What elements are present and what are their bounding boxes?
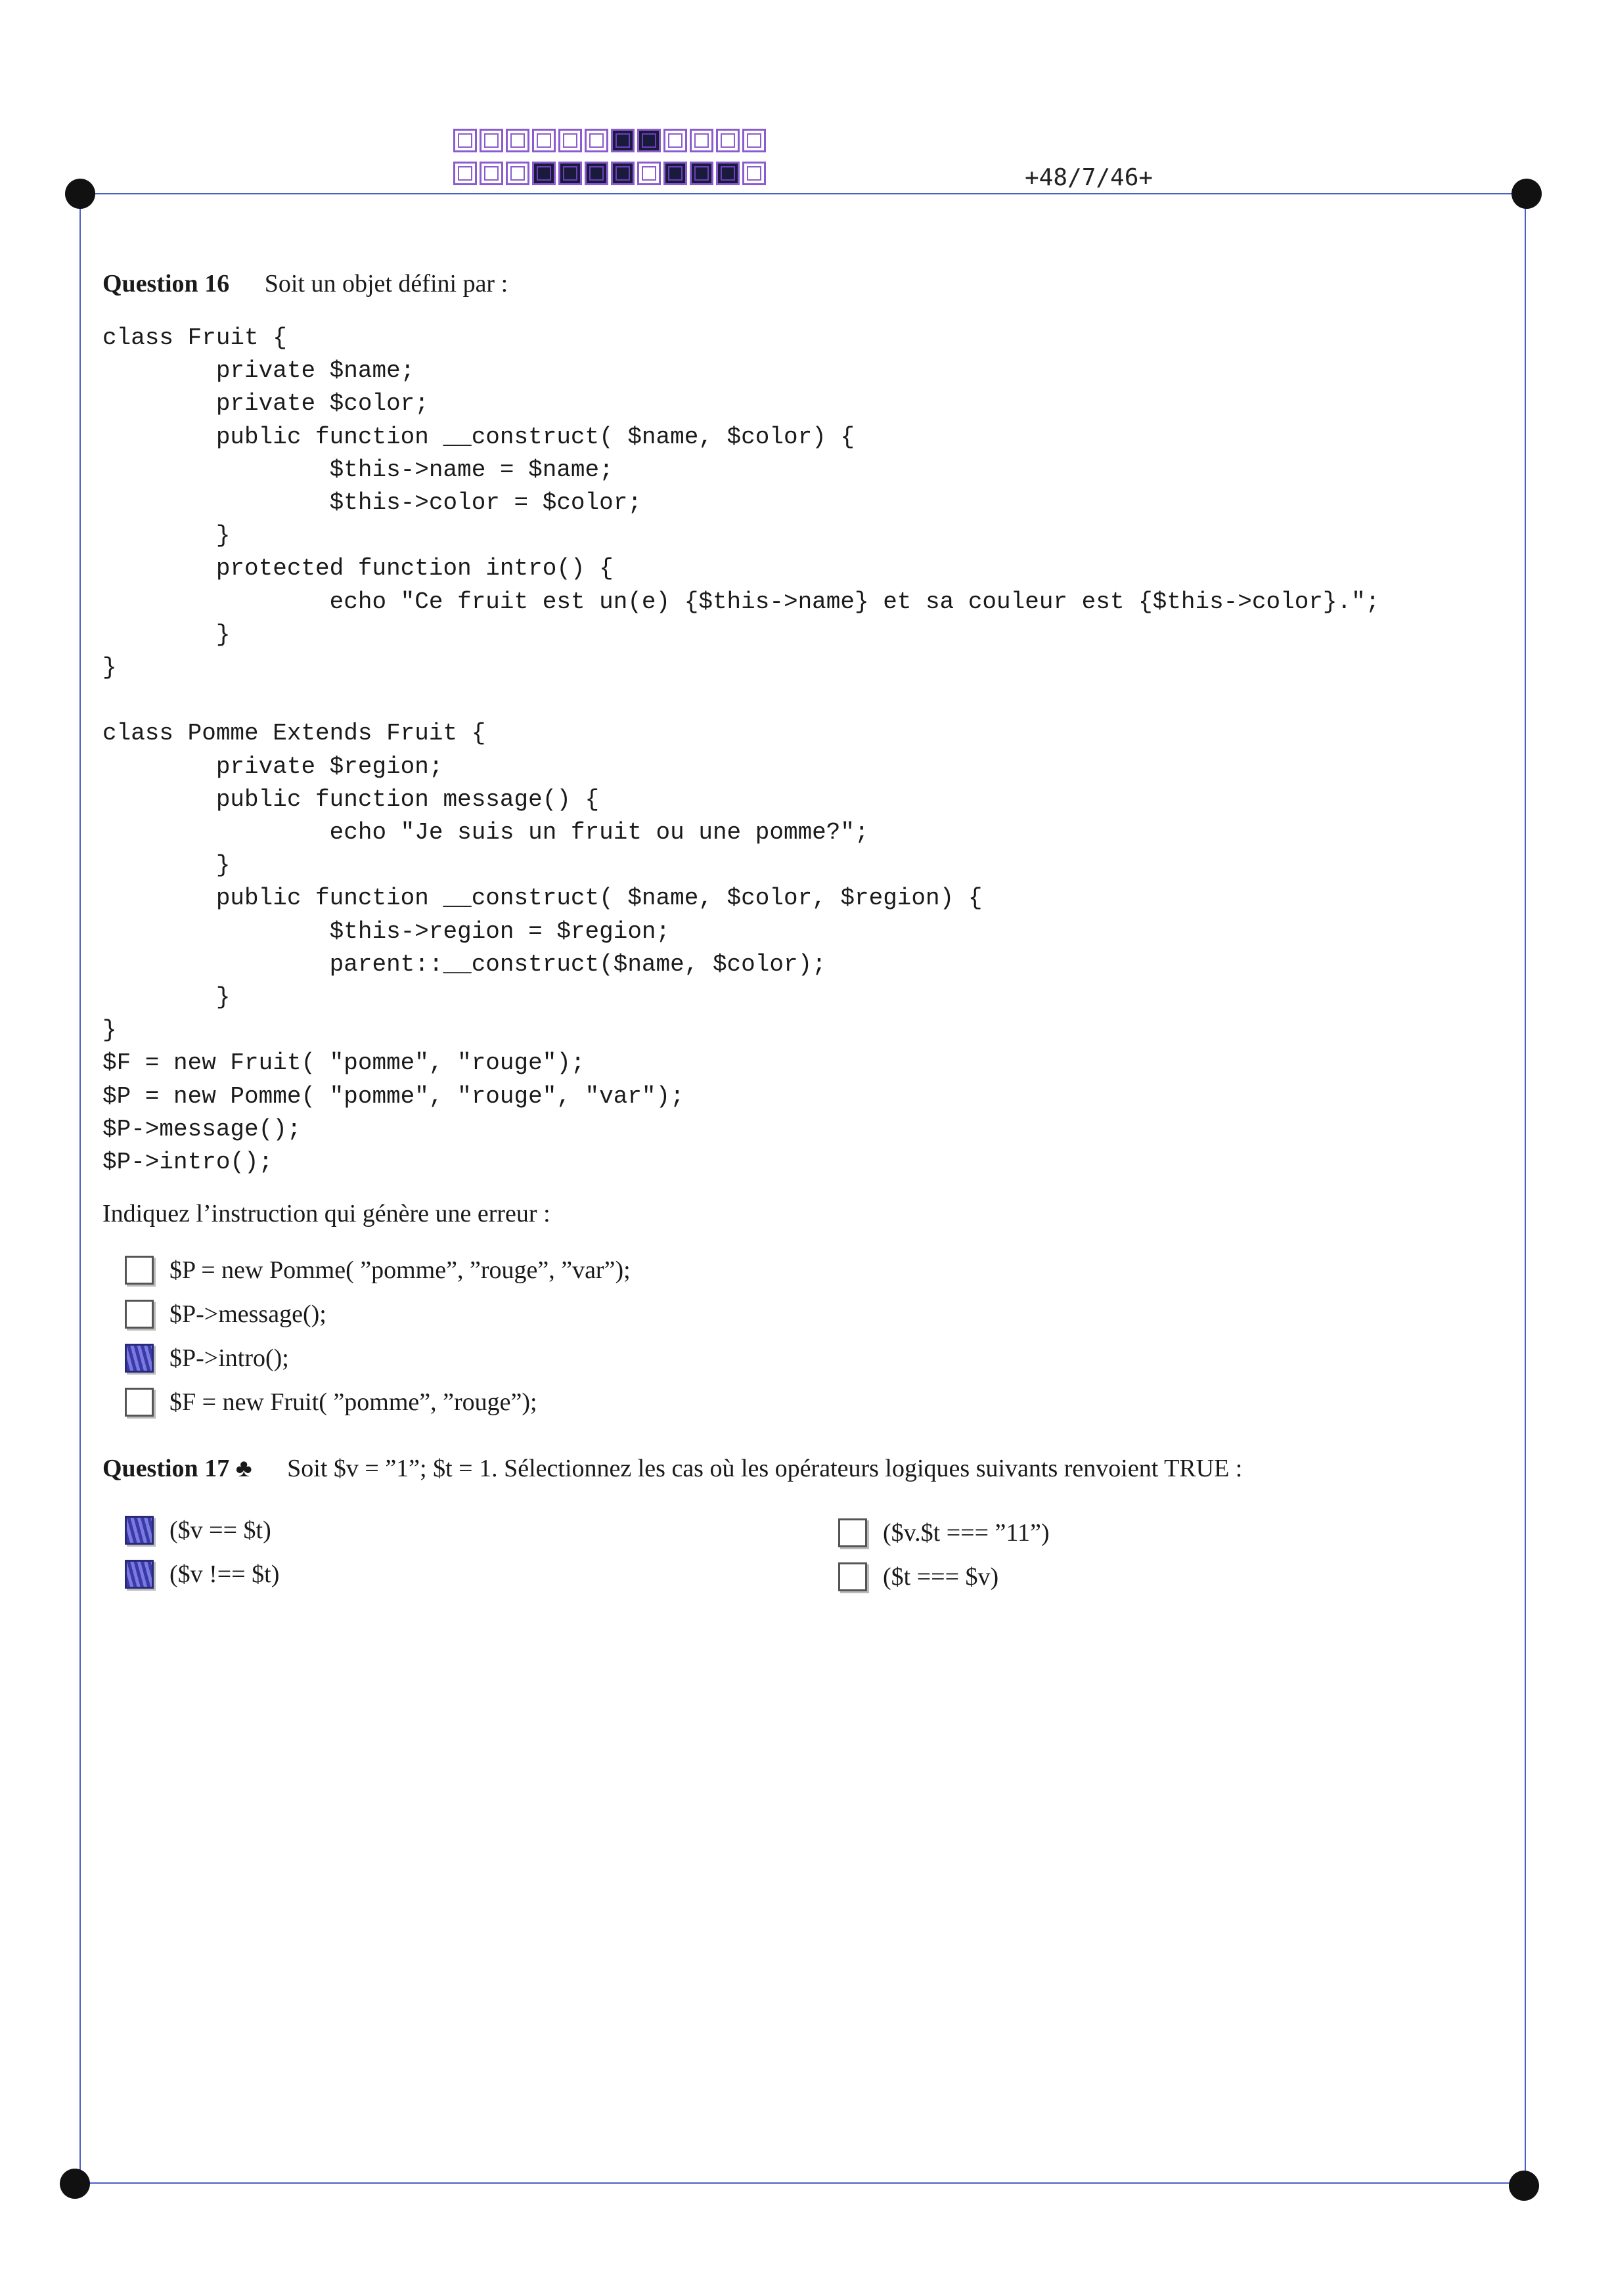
code-box	[690, 129, 713, 152]
code-box-filled	[663, 162, 687, 185]
code-box	[532, 129, 556, 152]
question-16-code: class Fruit { private $name; private $color; public function __construct( $name, $color) { $this->name = $name; $this->color = $color; } protected function intro() { echo "Ce fruit est un(e) {$this->name} et sa couleur est {$this->color}."; } } class Pomme Extends Fruit { private $region; public function message() { echo "Je suis un fruit ou une pomme?"; } public function __construct( $name, $color, $region) { $this->region = $region; parent::__construct($name, $color); } } $F = new Fruit( "pomme", "rouge"); $P = new Pomme( "pomme", "rouge", "var"); $P->message(); $P->intro();	[102, 324, 1380, 1176]
corner-mark-bottom-right	[1509, 2171, 1539, 2201]
code-box	[480, 162, 503, 185]
option-label: ($v.$t === ”11”)	[883, 1519, 1050, 1547]
checkbox[interactable]	[125, 1560, 154, 1589]
question-16-prompt: Indiquez l’instruction qui génère une erreur :	[102, 1200, 550, 1227]
checkbox[interactable]	[838, 1518, 867, 1547]
corner-mark-top-left	[65, 179, 95, 209]
code-box	[742, 162, 766, 185]
code-box	[558, 129, 582, 152]
code-box-filled	[532, 162, 556, 185]
code-box-filled	[611, 129, 635, 152]
corner-mark-top-right	[1511, 179, 1542, 209]
q17-option-4[interactable]	[838, 1562, 998, 1591]
code-box	[506, 162, 529, 185]
code-box-filled	[637, 129, 661, 152]
question-17-header	[102, 1454, 1242, 1483]
question-17-text: Soit $v = ”1”; $t = 1. Sélectionnez les cas où les opérateurs logiques suivants renvoient TRUE :	[287, 1455, 1243, 1482]
question-17-number: Question 17 ♣	[102, 1455, 252, 1482]
code-box	[506, 129, 529, 152]
checkbox[interactable]	[125, 1256, 154, 1285]
checkbox[interactable]	[125, 1516, 154, 1545]
code-box	[716, 129, 740, 152]
page-code-row-1	[453, 129, 769, 152]
checkbox[interactable]	[125, 1300, 154, 1329]
option-label: ($t === $v)	[883, 1563, 999, 1591]
q17-option-2[interactable]	[125, 1560, 279, 1589]
option-label: $P->intro();	[169, 1344, 289, 1372]
question-16-header	[102, 269, 508, 298]
option-label: $P = new Pomme( ”pomme”, ”rouge”, ”var”);	[169, 1256, 631, 1284]
option-label: $P->message();	[169, 1300, 326, 1328]
code-box-filled	[611, 162, 635, 185]
code-box	[453, 129, 477, 152]
code-box-filled	[585, 162, 608, 185]
q17-option-1[interactable]	[125, 1516, 271, 1545]
code-box-filled	[690, 162, 713, 185]
q16-option-4[interactable]	[125, 1388, 537, 1417]
checkbox[interactable]	[125, 1388, 154, 1417]
code-box	[742, 129, 766, 152]
checkbox[interactable]	[125, 1344, 154, 1373]
page-id: +48/7/46+	[1025, 164, 1153, 191]
option-label: $F = new Fruit( ”pomme”, ”rouge”);	[169, 1388, 537, 1416]
checkbox[interactable]	[838, 1562, 867, 1591]
question-16-number: Question 16	[102, 270, 230, 298]
code-box	[637, 162, 661, 185]
code-box	[453, 162, 477, 185]
code-box	[663, 129, 687, 152]
code-box	[480, 129, 503, 152]
option-label: ($v == $t)	[169, 1516, 271, 1544]
code-box	[585, 129, 608, 152]
option-label: ($v !== $t)	[169, 1560, 280, 1588]
code-box-filled	[558, 162, 582, 185]
corner-mark-bottom-left	[60, 2169, 90, 2199]
q16-option-3[interactable]	[125, 1344, 289, 1373]
q16-option-1[interactable]	[125, 1256, 631, 1285]
page-code-row-2	[453, 162, 769, 185]
code-box-filled	[716, 162, 740, 185]
q17-option-3[interactable]	[838, 1518, 1050, 1547]
q16-option-2[interactable]	[125, 1300, 326, 1329]
question-16-intro: Soit un objet défini par :	[264, 270, 508, 298]
